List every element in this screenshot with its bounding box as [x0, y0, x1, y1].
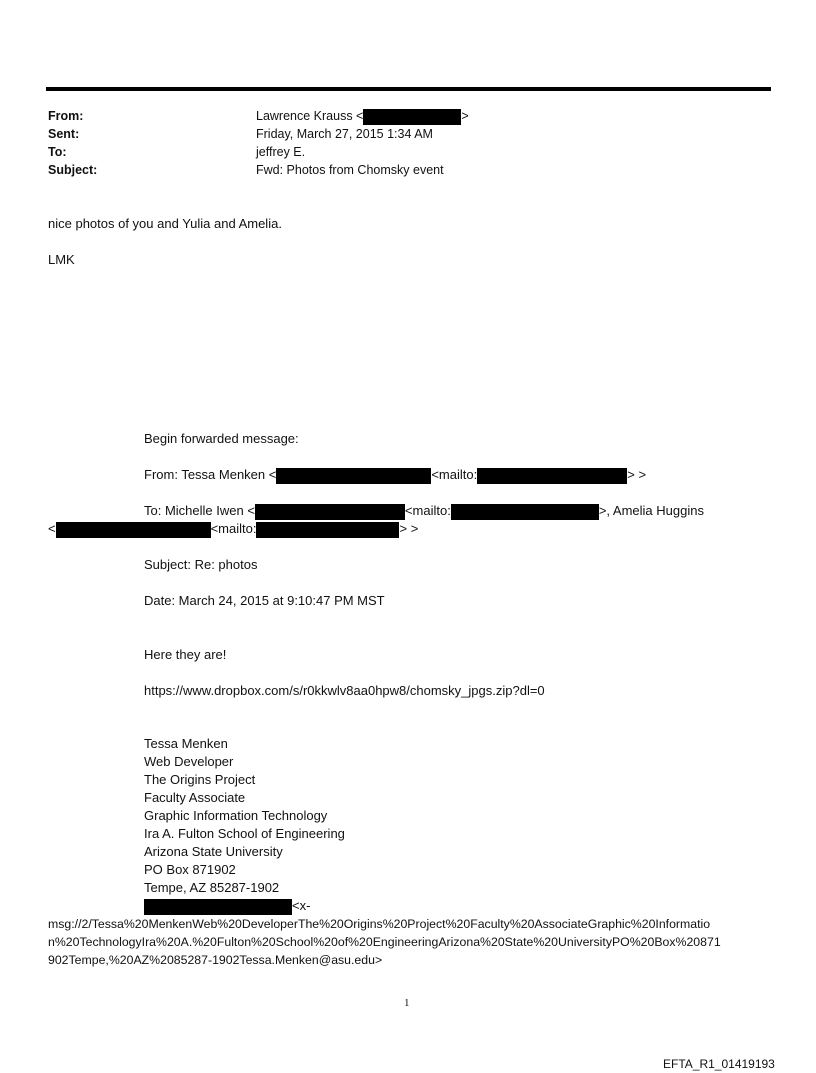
- x-msg-prefix-line: [144, 897, 345, 915]
- page-number: 1: [404, 997, 410, 1009]
- redaction-box: [363, 109, 461, 125]
- redaction-box: [451, 504, 599, 520]
- message-signoff: LMK: [48, 252, 75, 267]
- bates-number: EFTA_R1_01419193: [663, 1057, 775, 1071]
- redaction-box: [276, 468, 431, 484]
- from-close: >: [461, 109, 469, 123]
- mailto-text: <mailto:: [210, 521, 257, 536]
- sent-label: Sent:: [48, 127, 80, 141]
- forward-to-after: >, Amelia Huggins: [598, 503, 704, 518]
- to-label: To:: [48, 145, 67, 159]
- redaction-box: [56, 522, 211, 538]
- signature-line: Ira A. Fulton School of Engineering: [144, 826, 345, 841]
- forward-to-prefix: To: Michelle Iwen <: [144, 503, 255, 518]
- mailto-text: <mailto:: [431, 467, 478, 482]
- signature-line: PO Box 871902: [144, 862, 236, 877]
- sent-value: Friday, March 27, 2015 1:34 AM: [256, 127, 433, 141]
- signature-line: Faculty Associate: [144, 790, 246, 805]
- forward-from-prefix: From: Tessa Menken <: [144, 467, 277, 482]
- x-msg-link-line-1[interactable]: msg://2/Tessa%20MenkenWeb%20DeveloperThe%20Origins%20Project%20Faculty%20AssociateGraphic%20Informatio: [48, 917, 711, 931]
- dropbox-link[interactable]: https://www.dropbox.com/s/r0kkwlv8aa0hpw8/chomsky_jpgs.zip?dl=0: [144, 683, 545, 698]
- forward-date: Date: March 24, 2015 at 9:10:47 PM MST: [144, 593, 385, 608]
- open-bracket: <: [48, 521, 56, 536]
- redaction-box: [477, 468, 627, 484]
- forward-to-line-2: [48, 520, 418, 538]
- forward-subject: Subject: Re: photos: [144, 557, 258, 572]
- forward-greeting: Here they are!: [144, 647, 227, 662]
- close-bracket: > >: [627, 467, 647, 482]
- mailto-text: <mailto:: [404, 503, 451, 518]
- x-msg-link-line-2[interactable]: n%20TechnologyIra%20A.%20Fulton%20School%20of%20EngineeringArizona%20State%20UniversityPO%20Box%20871: [48, 935, 721, 949]
- redaction-box: [256, 522, 399, 538]
- from-label: From:: [48, 109, 84, 123]
- signature-block: [144, 735, 345, 915]
- redaction-box: [255, 504, 405, 520]
- forward-from-line: [144, 466, 646, 484]
- subject-label: Subject:: [48, 163, 98, 177]
- signature-line: Graphic Information Technology: [144, 808, 328, 823]
- signature-line: Web Developer: [144, 754, 234, 769]
- from-name: Lawrence Krauss <: [256, 109, 364, 123]
- forward-intro: Begin forwarded message:: [144, 431, 299, 446]
- x-msg-link-line-3[interactable]: 902Tempe,%20AZ%2085287-1902Tessa.Menken@asu.edu>: [48, 953, 383, 967]
- signature-line: Arizona State University: [144, 844, 283, 859]
- signature-line: The Origins Project: [144, 772, 256, 787]
- close-bracket: > >: [399, 521, 419, 536]
- from-value: [256, 107, 469, 125]
- to-value: jeffrey E.: [256, 145, 306, 159]
- header-rule: [46, 87, 771, 91]
- signature-line: Tessa Menken: [144, 736, 228, 751]
- forward-to-line: [144, 502, 704, 520]
- message-line: nice photos of you and Yulia and Amelia.: [48, 216, 282, 231]
- x-msg-prefix: <x-: [292, 898, 311, 913]
- signature-line: Tempe, AZ 85287-1902: [144, 880, 280, 895]
- redaction-box: [144, 899, 292, 915]
- subject-value: Fwd: Photos from Chomsky event: [256, 163, 444, 177]
